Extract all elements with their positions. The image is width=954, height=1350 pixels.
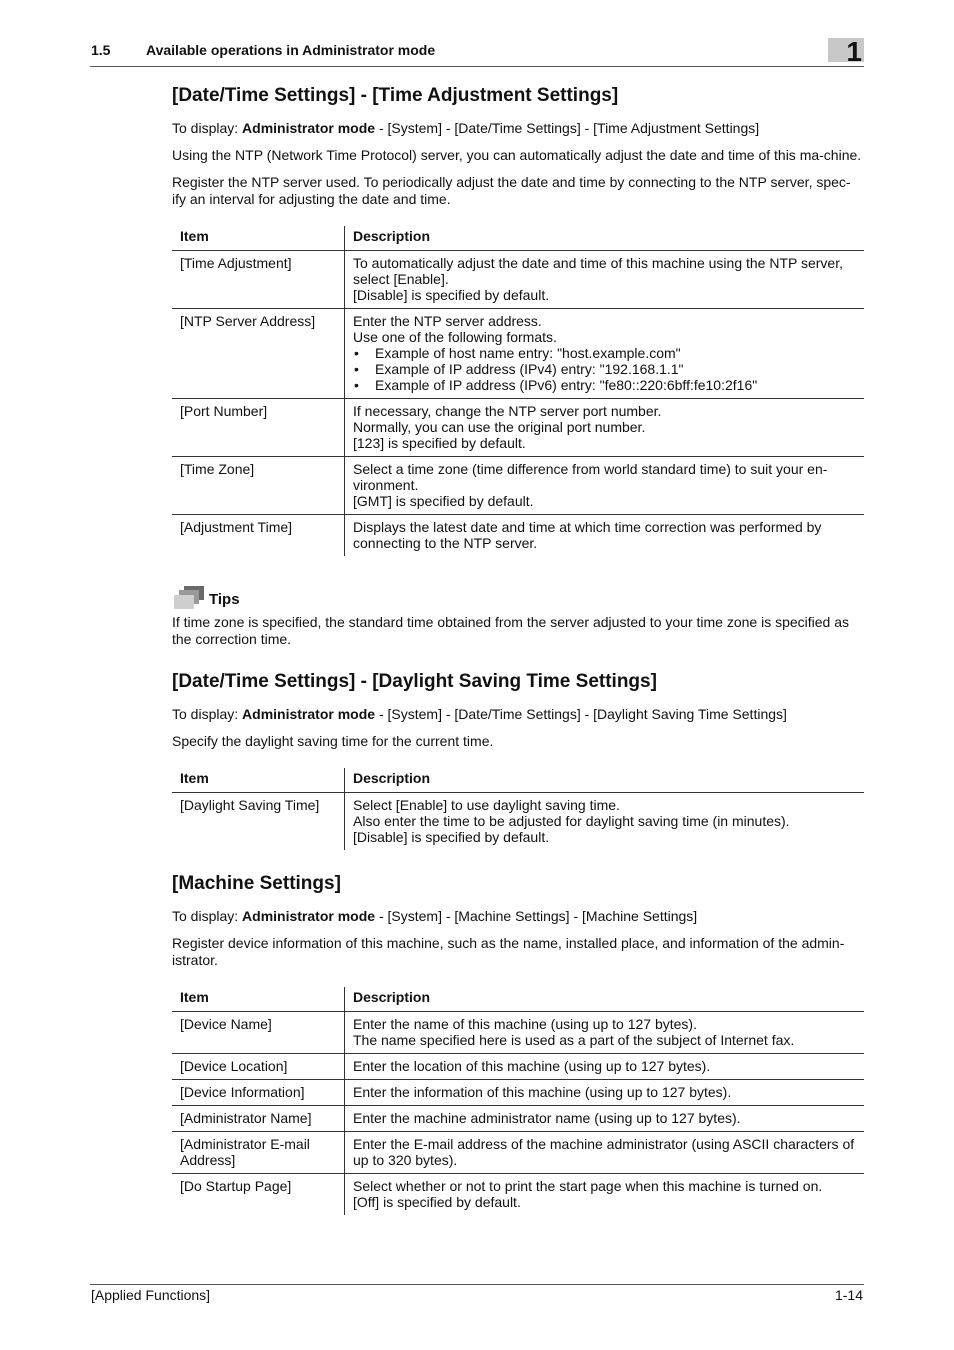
description-line: Enter the NTP server address. xyxy=(353,313,542,329)
description-line: Displays the latest date and time at which time correction was performed by connecting to the NTP server. xyxy=(353,519,822,551)
item-cell: [Device Name] xyxy=(172,1012,345,1054)
page-content xyxy=(172,84,864,1215)
description-line: Enter the machine administrator name (using up to 127 bytes). xyxy=(353,1110,741,1126)
col-description: Description xyxy=(345,226,865,251)
item-cell: [Device Information] xyxy=(172,1080,345,1106)
description-line: [Disable] is specified by default. xyxy=(353,287,550,303)
item-cell: [NTP Server Address] xyxy=(172,309,345,399)
description-line: [Disable] is specified by default. xyxy=(353,829,550,845)
description-line: Normally, you can use the original port number. xyxy=(353,419,646,435)
heading-daylight-saving: [Date/Time Settings] - [Daylight Saving Time Settings] xyxy=(172,671,657,692)
description-cell xyxy=(345,1106,865,1132)
bullet-item: • Example of IP address (IPv4) entry: "192.168.1.1" xyxy=(353,361,856,377)
col-item: Item xyxy=(172,768,345,793)
paragraph: Register the NTP server used. To periodically adjust the date and time by connecting to the NTP server, spec-ify an interval for adjusting the date and time. xyxy=(172,174,851,207)
page-footer xyxy=(90,1284,864,1307)
heading-machine-settings: [Machine Settings] xyxy=(172,873,341,894)
item-cell: [Adjustment Time] xyxy=(172,515,345,557)
description-cell xyxy=(345,251,865,309)
description-cell xyxy=(345,793,865,851)
heading-time-adjustment: [Date/Time Settings] - [Time Adjustment Settings] xyxy=(172,85,619,106)
table-row xyxy=(172,515,864,557)
description-cell xyxy=(345,1054,865,1080)
chapter-tab xyxy=(828,36,864,67)
table-row xyxy=(172,1080,864,1106)
description-line: Select whether or not to print the start page when this machine is turned on. xyxy=(353,1178,823,1194)
table-row xyxy=(172,1012,864,1054)
bullet-item: • Example of IP address (IPv6) entry: "fe80::220:6bff:fe10:2f16" xyxy=(353,377,856,393)
paragraph: Using the NTP (Network Time Protocol) server, you can automatically adjust the date and time of this ma-chine. xyxy=(172,147,862,163)
page-number: 1-14 xyxy=(834,1287,863,1303)
table-row xyxy=(172,399,864,457)
description-line: Select a time zone (time difference from world standard time) to suit your en-vironment. xyxy=(353,461,828,493)
tips-text: If time zone is specified, the standard time obtained from the server adjusted to your time zone is specified as the correction time. xyxy=(172,614,850,647)
description-line: Also enter the time to be adjusted for daylight saving time (in minutes). xyxy=(353,813,790,829)
item-cell: [Do Startup Page] xyxy=(172,1174,345,1216)
display-path: To display: Administrator mode - [System] - [Date/Time Settings] - [Daylight Saving Time Settings] xyxy=(172,706,787,722)
description-line: Select [Enable] to use daylight saving time. xyxy=(353,797,620,813)
item-cell: [Daylight Saving Time] xyxy=(172,793,345,851)
description-line: [GMT] is specified by default. xyxy=(353,493,534,509)
item-cell: [Time Adjustment] xyxy=(172,251,345,309)
description-cell xyxy=(345,457,865,515)
description-cell xyxy=(345,399,865,457)
table-row xyxy=(172,793,864,851)
item-cell: [Administrator Name] xyxy=(172,1106,345,1132)
description-cell xyxy=(345,1174,865,1216)
table-row xyxy=(172,1132,864,1174)
chapter-number: 1 xyxy=(846,36,862,67)
item-cell: [Device Location] xyxy=(172,1054,345,1080)
description-cell xyxy=(345,1012,865,1054)
item-cell: [Time Zone] xyxy=(172,457,345,515)
paragraph: Register device information of this machine, such as the name, installed place, and information of the admin-istrator. xyxy=(172,935,845,968)
description-line: If necessary, change the NTP server port number. xyxy=(353,403,662,419)
item-cell: [Administrator E-mail Address] xyxy=(172,1132,345,1174)
description-line: The name specified here is used as a part of the subject of Internet fax. xyxy=(353,1032,795,1048)
bullet-item: • Example of host name entry: "host.example.com" xyxy=(353,345,856,361)
description-line: [Off] is specified by default. xyxy=(353,1194,521,1210)
description-line: Use one of the following formats. xyxy=(353,329,557,345)
daylight-saving-table xyxy=(172,768,864,850)
description-line: Enter the information of this machine (using up to 127 bytes). xyxy=(353,1084,732,1100)
time-adjustment-table xyxy=(172,226,864,556)
table-row xyxy=(172,457,864,515)
description-cell xyxy=(345,515,865,557)
table-row xyxy=(172,309,864,399)
display-path: To display: Administrator mode - [System] - [Machine Settings] - [Machine Settings] xyxy=(172,908,698,924)
col-item: Item xyxy=(172,987,345,1012)
col-description: Description xyxy=(345,768,865,793)
display-path: To display: Administrator mode - [System] - [Date/Time Settings] - [Time Adjustment Settings] xyxy=(172,120,760,136)
description-line: Enter the E-mail address of the machine administrator (using ASCII characters of up to 320 bytes). xyxy=(353,1136,855,1168)
description-line: Enter the name of this machine (using up to 127 bytes). xyxy=(353,1016,697,1032)
description-cell xyxy=(345,1080,865,1106)
col-description: Description xyxy=(345,987,865,1012)
machine-settings-table xyxy=(172,987,864,1215)
page-header xyxy=(90,36,864,67)
col-item: Item xyxy=(172,226,345,251)
table-row xyxy=(172,1106,864,1132)
description-line: [123] is specified by default. xyxy=(353,435,526,451)
footer-section: [Applied Functions] xyxy=(91,1287,211,1303)
description-line: Enter the location of this machine (using up to 127 bytes). xyxy=(353,1058,711,1074)
table-row xyxy=(172,1054,864,1080)
tips-label: Tips xyxy=(209,591,240,608)
table-row xyxy=(172,1174,864,1216)
description-cell xyxy=(345,309,865,399)
item-cell: [Port Number] xyxy=(172,399,345,457)
description-line: To automatically adjust the date and time of this machine using the NTP server, select [Enable]. xyxy=(353,255,843,287)
tips-icon xyxy=(172,586,206,612)
description-cell xyxy=(345,1132,865,1174)
section-number: 1.5 xyxy=(91,42,111,58)
tips-block xyxy=(172,584,864,612)
paragraph: Specify the daylight saving time for the current time. xyxy=(172,733,494,749)
table-row xyxy=(172,251,864,309)
section-title: Available operations in Administrator mode xyxy=(146,42,436,58)
